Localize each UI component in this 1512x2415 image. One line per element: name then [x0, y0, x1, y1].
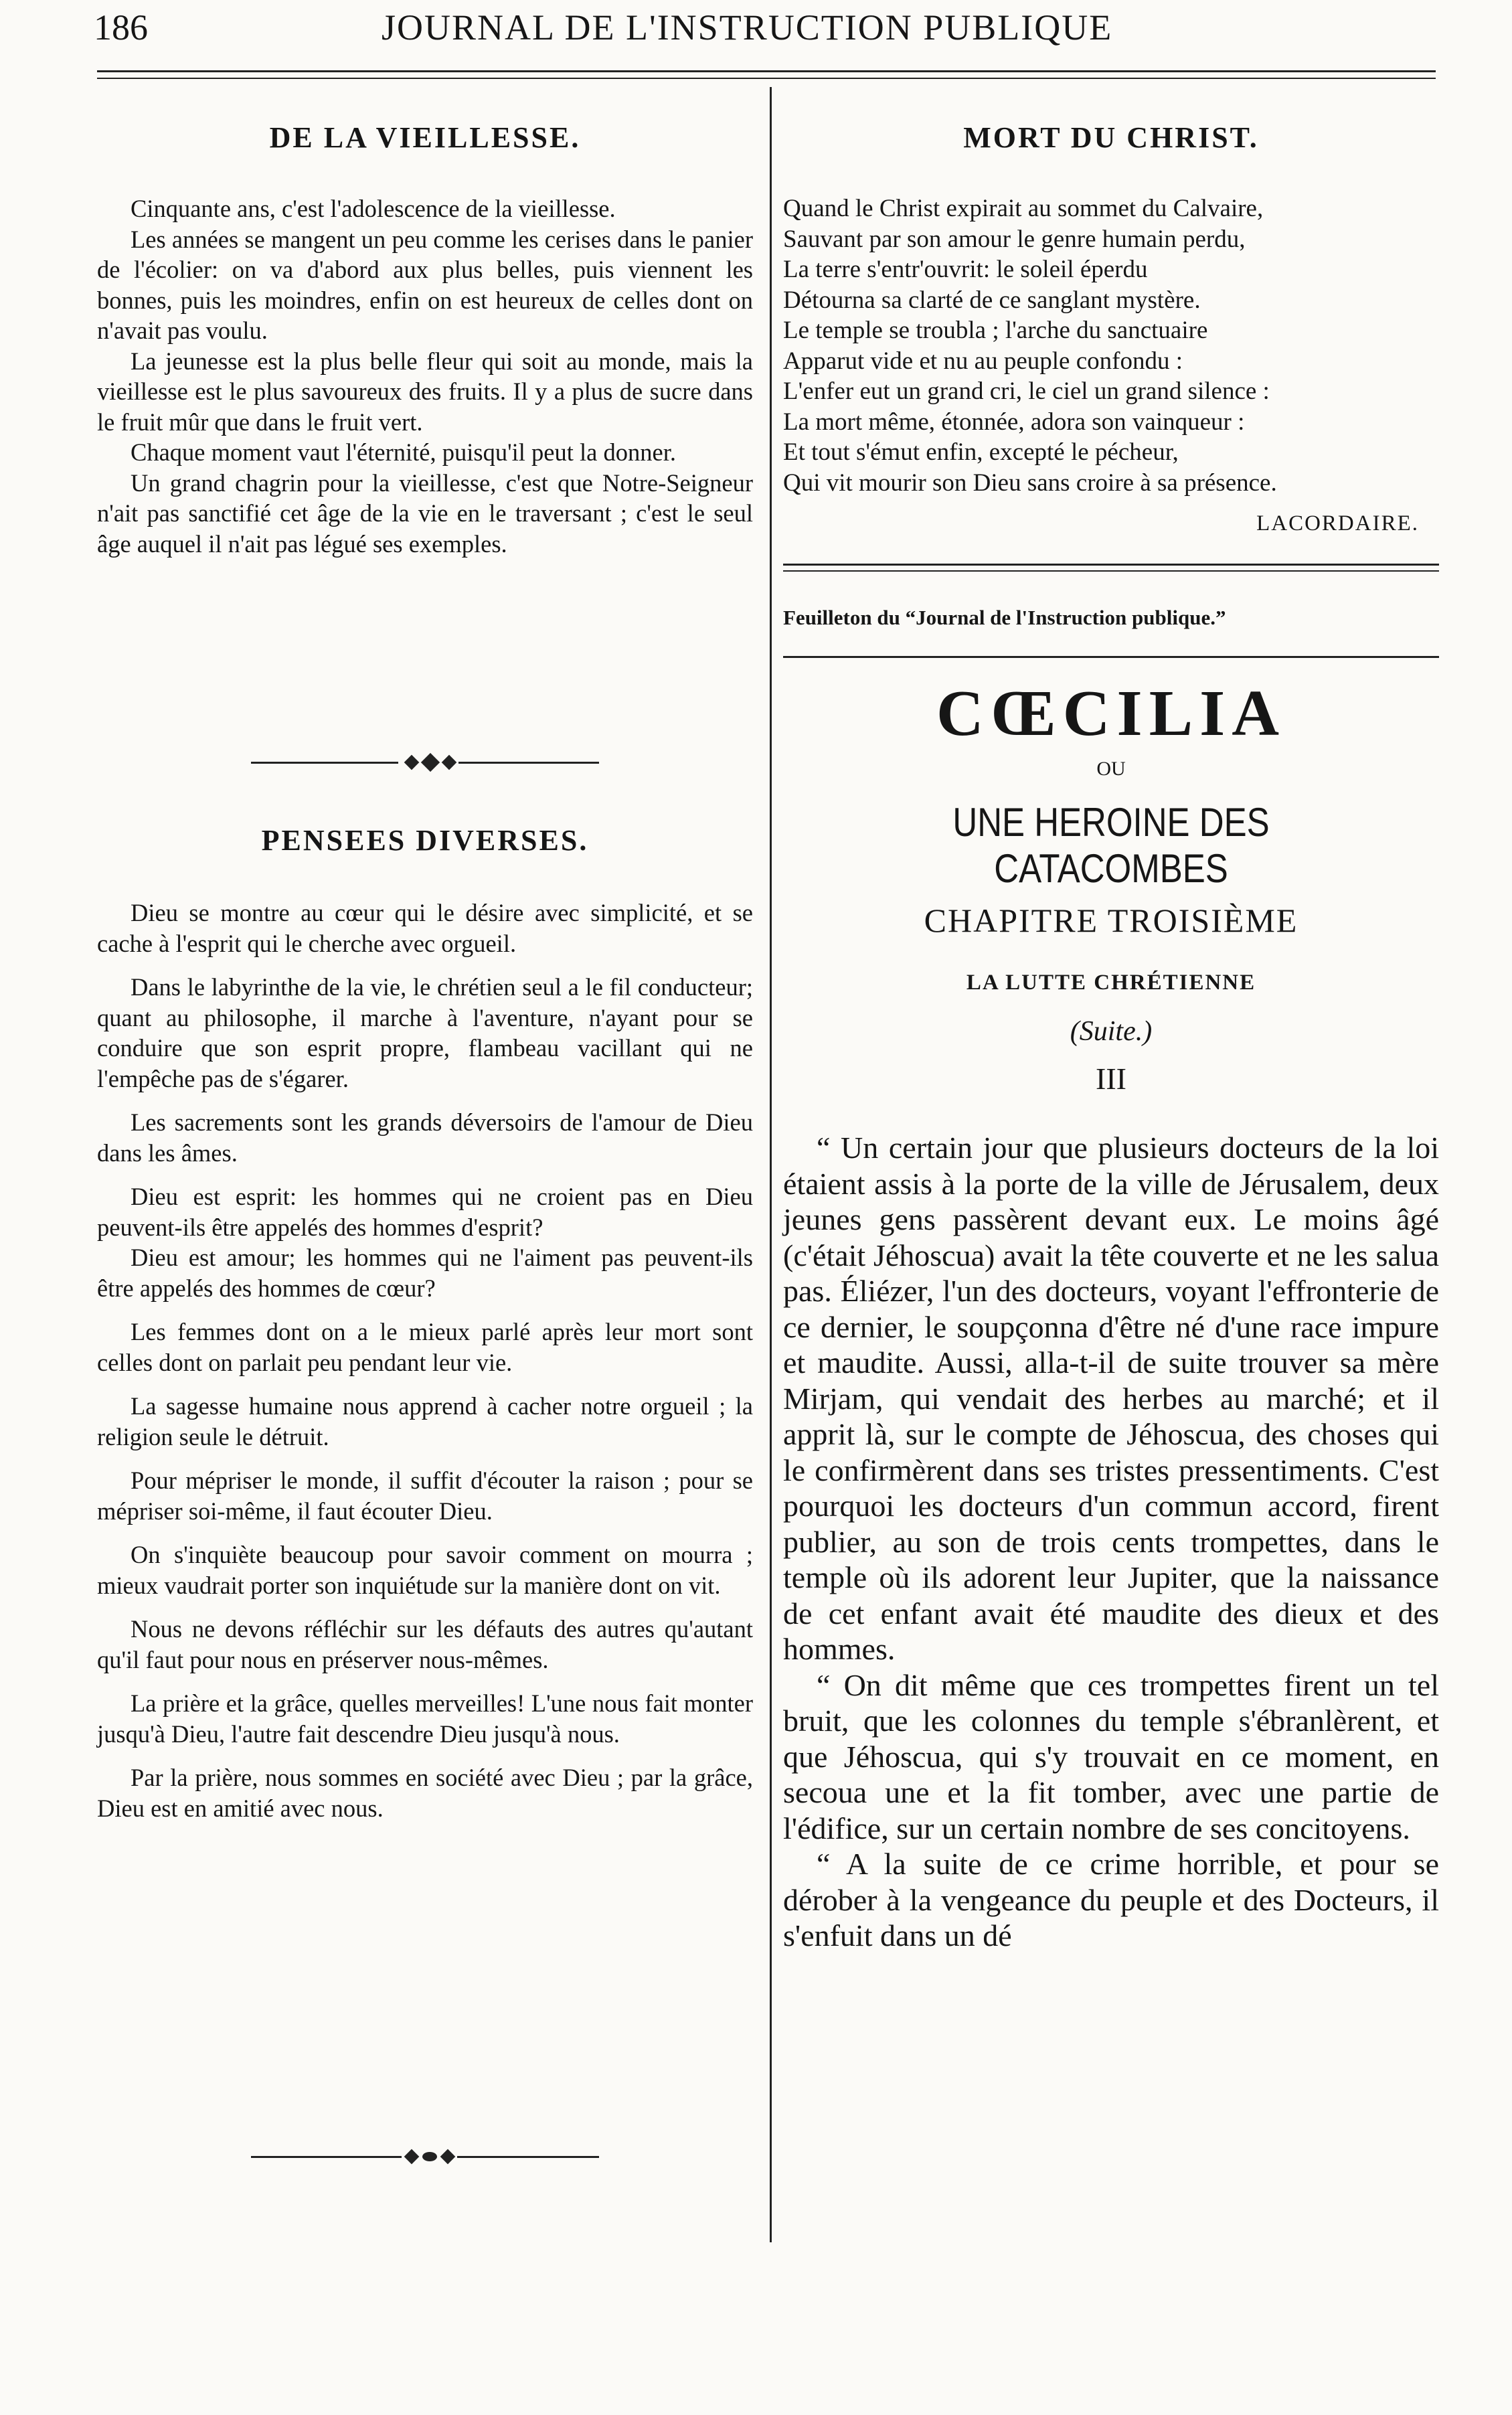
article-title: DE LA VIEILLESSE.: [269, 121, 581, 154]
verse-line: Qui vit mourir son Dieu sans croire à sa présence.: [783, 469, 1277, 497]
chapter-heading: CHAPITRE TROISIÈME: [924, 902, 1298, 939]
section-ornament: [251, 752, 599, 772]
feuilleton-label: Feuilleton du “Journal de l'Instruction publique.”: [783, 606, 1226, 629]
column-divider: [770, 87, 772, 2242]
paragraph: La jeunesse est la plus belle fleur qui soit au monde, mais la vieillesse est le plus savoureux des fruits. Il y a plus de sucre dans le fruit mûr que dans le fruit vert.: [97, 347, 753, 436]
article-vieillesse: [97, 120, 753, 559]
rule: [783, 570, 1439, 572]
paragraph: Un grand chagrin pour la vieillesse, c'est que Notre-Seigneur n'ait pas sanctifié cet âge de la vie en le traversant ; c'est le seul âge auquel il n'ait pas légué ses exemples.: [97, 469, 753, 558]
paragraph: Les femmes dont on a le mieux parlé après leur mort sont celles dont on parlait peu pendant leur vie.: [97, 1318, 753, 1376]
rule: [783, 564, 1439, 566]
poem-mort-du-christ: [783, 120, 1439, 536]
part-number: III: [1096, 1062, 1126, 1096]
verse-line: Sauvant par son amour le genre humain perdu,: [783, 225, 1246, 253]
rule: [783, 656, 1439, 658]
article-pensees: [97, 823, 753, 1823]
poem-author: LACORDAIRE.: [1256, 511, 1419, 535]
serial-title: CŒCILIA: [936, 677, 1286, 750]
article-title: PENSEES DIVERSES.: [261, 824, 589, 857]
paragraph: Chaque moment vaut l'éternité, puisqu'il peut la donner.: [131, 438, 676, 466]
paragraph: Dans le labyrinthe de la vie, le chrétien seul a le fil conducteur; quant au philosophe, il marche à l'aventure, n'ayant pour se conduire que son esprit propre, flambeau vacillant qui ne l'empêche pas de s'égarer.: [97, 973, 753, 1092]
paragraph: Cinquante ans, c'est l'adolescence de la vieillesse.: [131, 195, 616, 222]
section-ornament: [251, 2147, 599, 2167]
poem-title: MORT DU CHRIST.: [963, 121, 1259, 154]
story-paragraph: “ Un certain jour que plusieurs docteurs de la loi étaient assis à la porte de la ville de Jérusalem, deux jeunes gens passèrent devant eux. Le moins âgé (c'était Jéhoscua) avait la tête couverte et ne les salua pas. Éliézer, l'un des docteurs, voyant l'effronterie de ce dernier, le soupçonna d'être né d'une race impure et maudite. Aussi, alla-t-il de suite trouver sa mère Mirjam, qui vendait des herbes au marché; et il apprit là, sur le compte de Jéhoscua, des choses qui le confirmèrent dans ses tristes pressentiments. C'est pourquoi les docteurs d'un commun accord, firent publier, au son de trois cents trompettes, dans le temple où ils adorent leur Jupiter, que la naissance de cet enfant avait été maudite des dieux et des hommes.: [783, 1131, 1439, 1666]
serial-conjunction: OU: [1096, 758, 1126, 780]
serial-subtitle: UNE HEROINE DES CATACOMBES: [952, 800, 1270, 891]
paragraph: La prière et la grâce, quelles merveilles! L'une nous fait monter jusqu'à Dieu, l'autre fait descendre Dieu jusqu'à nous.: [97, 1689, 753, 1748]
paragraph: La sagesse humaine nous apprend à cacher notre orgueil ; la religion seule le détruit.: [97, 1392, 753, 1450]
verse-line: Apparut vide et nu au peuple confondu :: [783, 347, 1183, 375]
story-paragraph: “ On dit même que ces trompettes firent un tel bruit, que les colonnes du temple s'ébranlèrent, et que Jéhoscua, qui s'y trouvait en ce moment, en secoua une et la fit tomber, avec une partie de l'édifice, sur un certain nombre de ses concitoyens.: [783, 1667, 1439, 1845]
paragraph: On s'inquiète beaucoup pour savoir comment on mourra ; mieux vaudrait porter son inquiétude sur la manière dont on vit.: [97, 1541, 753, 1599]
verse-line: Le temple se troubla ; l'arche du sanctuaire: [783, 317, 1208, 344]
verse-line: Et tout s'émut enfin, excepté le pécheur,: [783, 438, 1179, 466]
verse-line: Détourna sa clarté de ce sanglant mystère.: [783, 286, 1201, 314]
verse-line: Quand le Christ expirait au sommet du Calvaire,: [783, 195, 1264, 222]
continuation-note: (Suite.): [1070, 1016, 1153, 1047]
paragraph: Les années se mangent un peu comme les cerises dans le panier de l'écolier: on va d'abord aux plus belles, puis viennent les bonnes, puis les moindres, enfin on est heureux de celles dont on n'avait pas voulu.: [97, 225, 753, 344]
page-number: 186: [94, 7, 148, 48]
story-paragraph: “ A la suite de ce crime horrible, et pour se dérober à la vengeance du peuple et des Docteurs, il s'enfuit dans un dé: [783, 1847, 1439, 1952]
paragraph: Dieu se montre au cœur qui le désire avec simplicité, et se cache à l'esprit qui le cherche avec orgueil.: [97, 899, 753, 957]
paragraph: Dieu est esprit: les hommes qui ne croient pas en Dieu peuvent-ils être appelés des hommes d'esprit?: [97, 1183, 753, 1241]
paragraph: Les sacrements sont les grands déversoirs de l'amour de Dieu dans les âmes.: [97, 1108, 753, 1167]
verse-line: La terre s'entr'ouvrit: le soleil éperdu: [783, 256, 1148, 283]
header-rule: [97, 70, 1436, 72]
verse-line: L'enfer eut un grand cri, le ciel un grand silence :: [783, 378, 1270, 405]
section-heading: LA LUTTE CHRÉTIENNE: [966, 971, 1256, 995]
page-header: [94, 7, 1432, 60]
verse-line: La mort même, étonnée, adora son vainqueur :: [783, 408, 1245, 436]
serial-cecilia: [783, 676, 1439, 1954]
paragraph: Nous ne devons réfléchir sur les défauts des autres qu'autant qu'il faut pour nous en préserver nous-mêmes.: [97, 1615, 753, 1673]
paragraph: Dieu est amour; les hommes qui ne l'aiment pas peuvent-ils être appelés des hommes de cœur?: [97, 1244, 753, 1302]
paragraph: Pour mépriser le monde, il suffit d'écouter la raison ; pour se mépriser soi-même, il faut écouter Dieu.: [97, 1467, 753, 1525]
header-rule-secondary: [97, 78, 1436, 79]
feuilleton-banner: [783, 606, 1439, 630]
paragraph: Par la prière, nous sommes en société avec Dieu ; par la grâce, Dieu est en amitié avec nous.: [97, 1764, 753, 1822]
journal-title: JOURNAL DE L'INSTRUCTION PUBLIQUE: [382, 7, 1113, 48]
